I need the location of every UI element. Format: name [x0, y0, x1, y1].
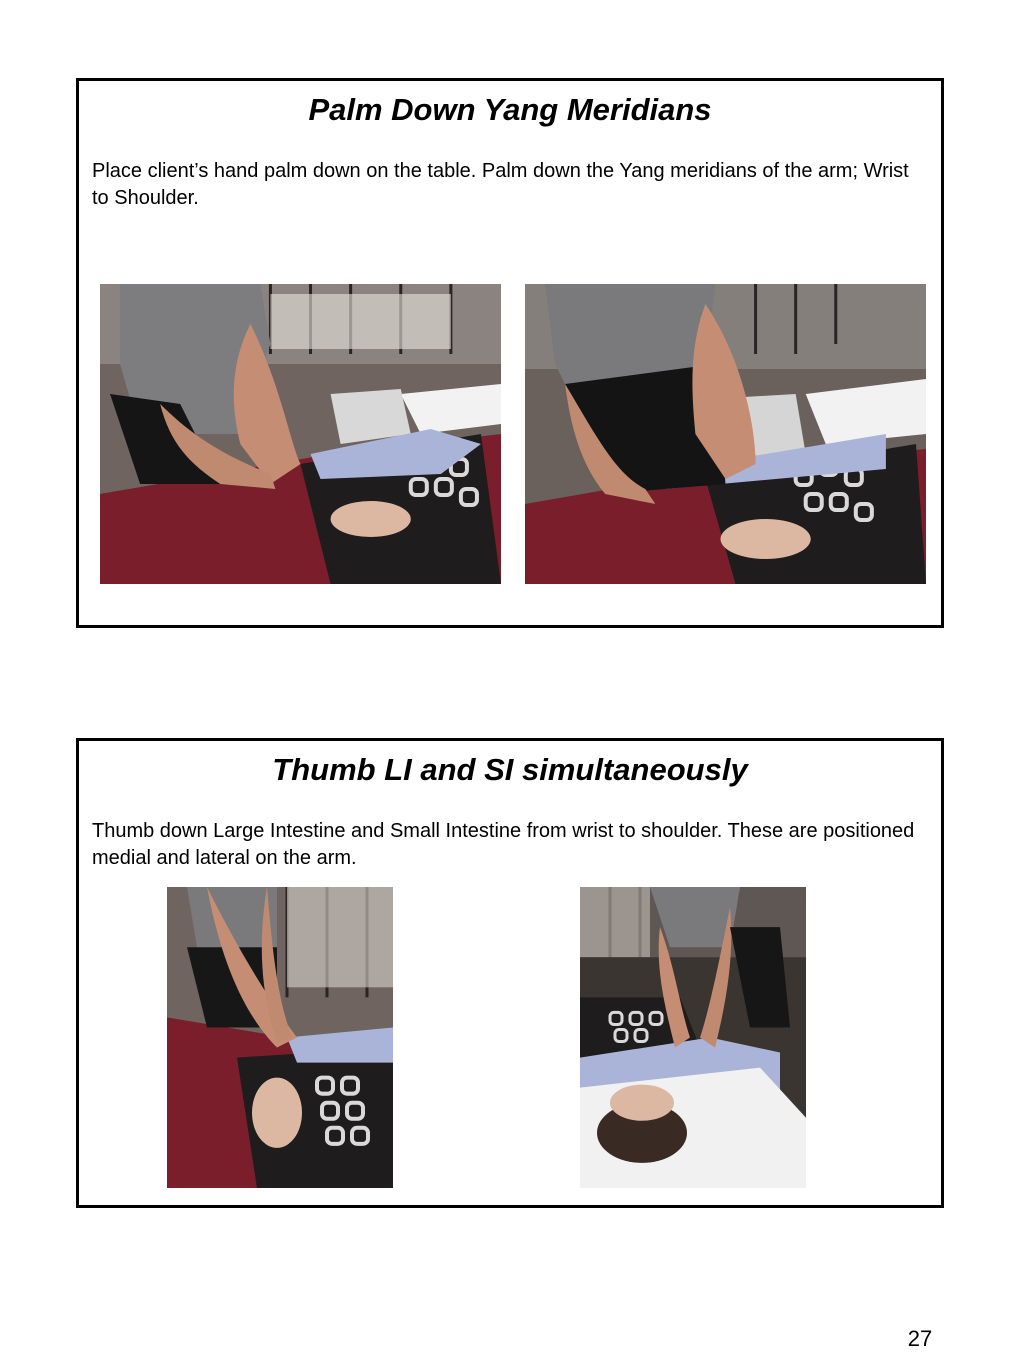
page-number: 27 — [907, 1326, 933, 1351]
section-title: Palm Down Yang Meridians — [308, 92, 712, 127]
section-description: Thumb down Large Intestine and Small Intestine from wrist to shoulder. These are positioned medial and lateral on the arm. — [92, 820, 915, 869]
massage-photo — [525, 284, 926, 584]
massage-photo — [580, 887, 806, 1188]
massage-photo — [167, 887, 393, 1188]
massage-photo — [100, 284, 501, 584]
section-panel-palm-down — [76, 78, 944, 628]
section-panel-thumb-li-si — [76, 738, 944, 1208]
section-title: Thumb LI and SI simultaneously — [272, 752, 748, 787]
section-description: Place client’s hand palm down on the table. Palm down the Yang meridians of the arm; Wrist to Shoulder. — [92, 160, 909, 209]
